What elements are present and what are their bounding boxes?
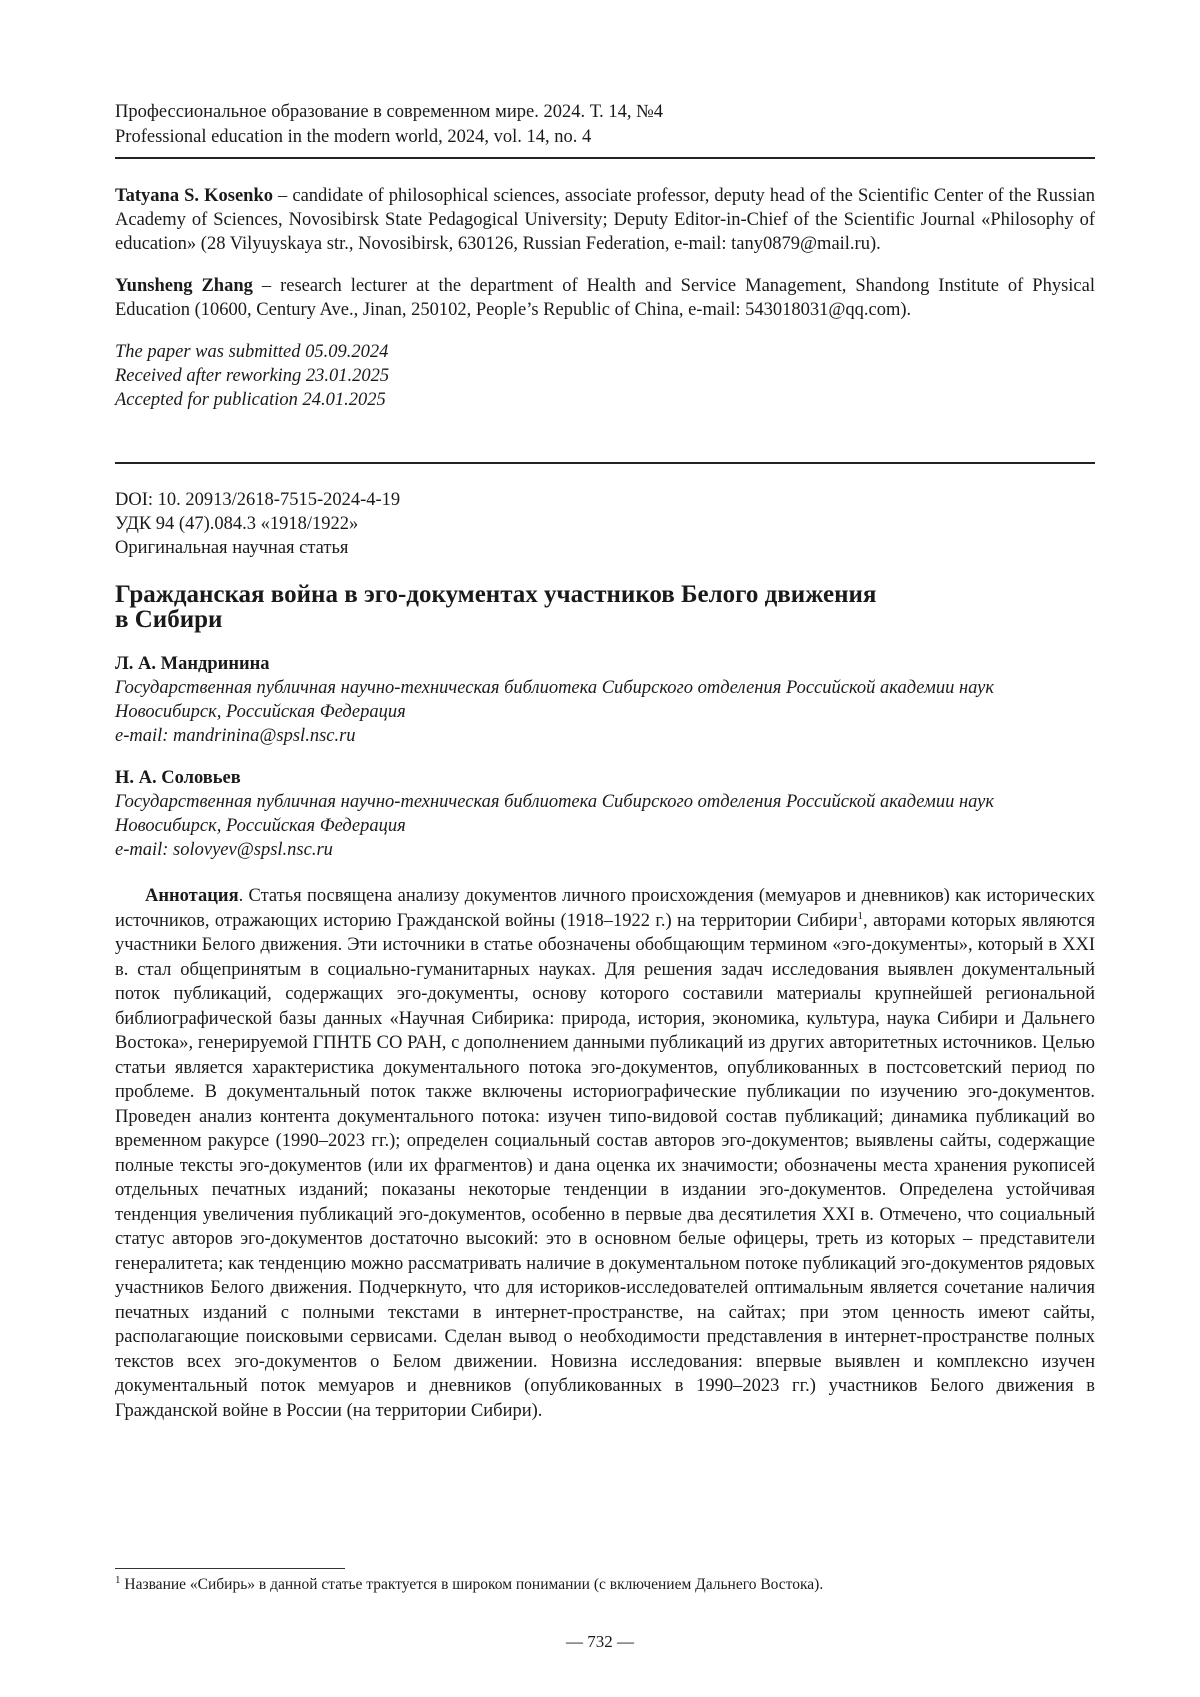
footnote-mark: 1 bbox=[115, 1574, 121, 1586]
author-name: Л. А. Мандринина bbox=[115, 652, 1095, 676]
date-received: Received after reworking 23.01.2025 bbox=[115, 364, 1095, 388]
abstract-text-1: . Статья посвящена анализу документов личного происхождения (мемуаров и дневников) как исторических источников, отражающих историю Гражданской войны (1918–1922 г.) на территории Сибири bbox=[115, 886, 1095, 931]
footnote-ref[interactable]: 1 bbox=[858, 909, 864, 921]
footnotes bbox=[115, 1568, 1095, 1595]
author-block-2 bbox=[115, 766, 1095, 862]
author-bio-kosenko bbox=[115, 184, 1095, 256]
footnote-text: Название «Сибирь» в данной статье трактуется в широком понимании (с включением Дальнего Востока). bbox=[121, 1576, 824, 1593]
author-info-en bbox=[115, 184, 1095, 322]
doi: DOI: 10. 20913/2618-7515-2024-4-19 bbox=[115, 488, 1095, 512]
publication-dates bbox=[115, 340, 1095, 412]
header-rule bbox=[115, 157, 1095, 159]
article-title bbox=[115, 582, 1095, 632]
abstract bbox=[115, 884, 1095, 1423]
author-city: Новосибирск, Российская Федерация bbox=[115, 814, 1095, 838]
journal-title-en: Professional education in the modern world, 2024, vol. 14, no. 4 bbox=[115, 125, 1095, 150]
author-email: e-mail: solovyev@spsl.nsc.ru bbox=[115, 838, 1095, 862]
page-content bbox=[115, 100, 1095, 1423]
author-city: Новосибирск, Российская Федерация bbox=[115, 700, 1095, 724]
udk: УДК 94 (47).084.3 «1918/1922» bbox=[115, 512, 1095, 536]
abstract-label: Аннотация bbox=[145, 886, 239, 906]
journal-title-ru: Профессиональное образование в современном мире. 2024. Т. 14, №4 bbox=[115, 100, 1095, 125]
section-rule bbox=[115, 462, 1095, 464]
title-line-2: в Сибири bbox=[115, 607, 1095, 632]
author-bio-zhang bbox=[115, 274, 1095, 322]
author-email: e-mail: mandrinina@spsl.nsc.ru bbox=[115, 724, 1095, 748]
footnote-rule bbox=[115, 1568, 345, 1569]
title-line-1: Гражданская война в эго-документах участников Белого движения bbox=[115, 582, 1095, 607]
author-bio-text: – candidate of philosophical sciences, associate professor, deputy head of the Scientific Center of the Russian Academy of Sciences, Novosibirsk State Pedagogical University; Deputy Editor-in-Chief of the Scientific Journal «Philosophy of education» (28 Vilyuyskaya str., Novosibirsk, 630126, Russian Federation, e-mail: tany0879@mail.ru). bbox=[115, 186, 1095, 254]
author-affiliation: Государственная публичная научно-техническая библиотека Сибирского отделения Российской академии наук bbox=[115, 790, 1095, 814]
date-submitted: The paper was submitted 05.09.2024 bbox=[115, 340, 1095, 364]
author-affiliation: Государственная публичная научно-техническая библиотека Сибирского отделения Российской академии наук bbox=[115, 676, 1095, 700]
abstract-text-2: , авторами которых являются участники Белого движения. Эти источники в статье обозначены обобщающим термином «эго-документы», который в XXI в. стал общепринятым в социально-гуманитарных науках. Для решения задач исследования выявлен документальный поток публикаций, содержащих эго-документы, основу которого составили материалы крупнейшей региональной библиографической базы данных «Научная Сибирика: природа, история, экономика, культура, наука Сибири и Дальнего Востока», генерируемой ГПНТБ СО РАН, с дополнением данными публикаций из других авторитетных источников. Целью статьи является характеристика документального потока эго-документов, опубликованных в постсоветский период по проблеме. В документальный поток также включены историографические публикации по изучению эго-документов. Проведен анализ контента документального потока: изучен типо-видовой состав публикаций; динамика публикаций во временном ракурсе (1990–2023 гг.); определен социальный состав авторов эго-документов; выявлены сайты, содержащие полные тексты эго-документов (или их фрагментов) и дана оценка их значимости; обозначены места хранения рукописей отдельных печатных изданий; показаны некоторые тенденции в издании эго-документов. Определена устойчивая тенденция увеличения публикаций эго-документов, особенно в первые два десятилетия XXI в. Отмечено, что социальный статус авторов эго-документов достаточно высокий: это в основном белые офицеры, треть из которых – представители генералитета; как тенденцию можно рассматривать наличие в документальном потоке публикаций эго-документов рядовых участников Белого движения. Подчеркнуто, что для историков-исследователей оптимальным является сочетание наличия печатных изданий с полными текстами в интернет-пространстве, на сайтах; при этом ценность имеют сайты, располагающие поисковыми сервисами. Сделан вывод о необходимости представления в интернет-пространстве полных текстов всех эго-документов о Белом движении. Новизна исследования: впервые выявлен и комплексно изучен документальный поток мемуаров и дневников (опубликованных в 1990–2023 гг.) участников Белого движения в Гражданской войне в России (на территории Сибири). bbox=[115, 911, 1095, 1421]
author-name: Н. А. Соловьев bbox=[115, 766, 1095, 790]
article-type: Оригинальная научная статья bbox=[115, 536, 1095, 560]
journal-header bbox=[115, 100, 1095, 150]
date-accepted: Accepted for publication 24.01.2025 bbox=[115, 388, 1095, 412]
article-meta bbox=[115, 488, 1095, 560]
author-name: Yunsheng Zhang bbox=[115, 276, 253, 296]
author-name: Tatyana S. Kosenko bbox=[115, 186, 273, 206]
footnote-1 bbox=[115, 1575, 1095, 1595]
page-number: — 732 — bbox=[0, 1632, 1200, 1652]
author-bio-text: – research lecturer at the department of Health and Service Management, Shandong Institute of Physical Education (10600, Century Ave., Jinan, 250102, People’s Republic of China, e-mail: 543018031@qq.com). bbox=[115, 276, 1095, 320]
author-block-1 bbox=[115, 652, 1095, 748]
